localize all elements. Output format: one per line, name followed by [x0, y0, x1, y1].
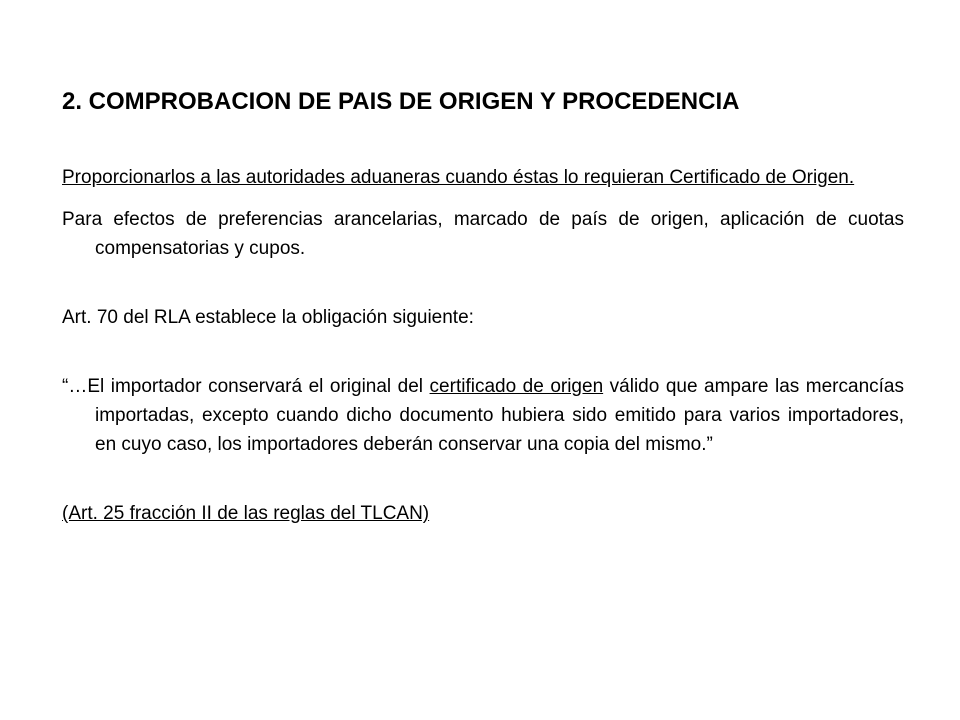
paragraph-certificate-requirement: Proporcionarlos a las autoridades aduaneras cuando éstas lo requieran Certificado de Origen. [62, 167, 855, 188]
quote-text-after: válido que ampare las mercancías importadas, excepto cuando dicho documento hubiera sido emitido para varios importadores, en cuyo caso, los importadores deberán conservar una copia del mismo.” [95, 376, 904, 455]
slide-title: 2. COMPROBACION DE PAIS DE ORIGEN Y PROCEDENCIA [62, 88, 740, 115]
quote-underlined-term: certificado de origen [429, 376, 604, 397]
paragraph-preferences-purpose: Para efectos de preferencias arancelarias, marcado de país de origen, aplicación de cuotas compensatorias y cupos. [62, 209, 904, 259]
paragraph-article-70: Art. 70 del RLA establece la obligación siguiente: [62, 307, 474, 328]
quote-importer-obligation [62, 372, 904, 459]
citation-tlcan: (Art. 25 fracción II de las reglas del TLCAN) [62, 503, 430, 524]
quote-text-before: “…El importador conservará el original del [62, 376, 430, 397]
